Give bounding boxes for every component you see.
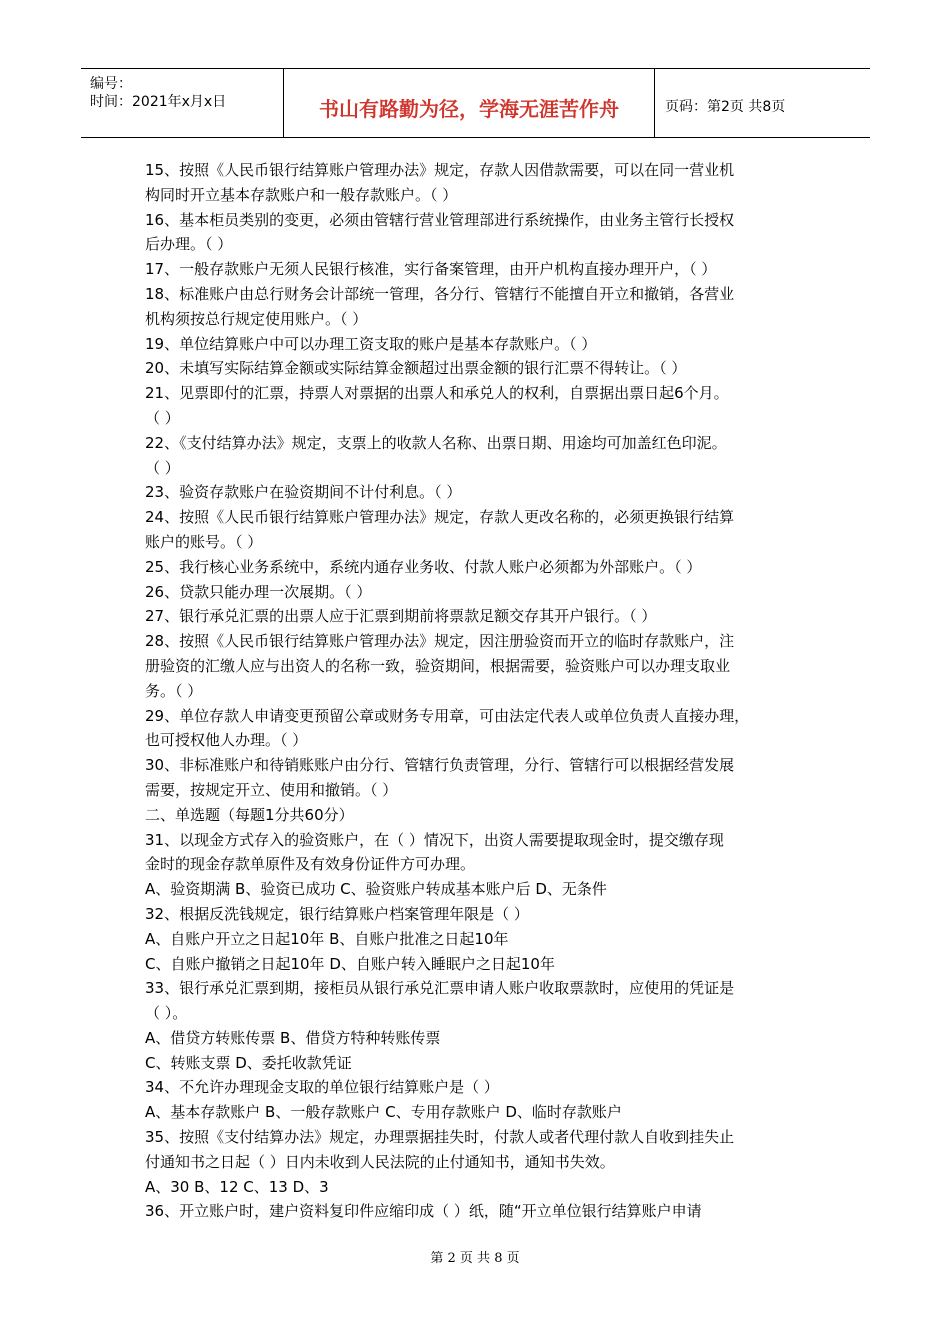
text-line: 35、按照《支付结算办法》规定，办理票据挂失时，付款人或者代理付款人自收到挂失止 [145,1128,735,1147]
page-header [81,68,870,138]
text-line: 28、按照《人民币银行结算账户管理办法》规定，因注册验资而开立的临时存款账户，注 [145,632,735,651]
text-line: （ ） [145,458,180,477]
text-line: 33、银行承兑汇票到期，接柜员从银行承兑汇票申请人账户收取票款时，应使用的凭证是 [145,979,735,998]
text-line: 付通知书之日起（ ）日内未收到人民法院的止付通知书，通知书失效。 [145,1152,615,1171]
text-line: 23、验资存款账户在验资期间不计付利息。（ ） [145,483,462,502]
text-line: 21、见票即付的汇票，持票人对票据的出票人和承兑人的权利，自票据出票日起6个月。 [145,384,729,403]
text-line: 32、根据反洗钱规定，银行结算账户档案管理年限是（ ） [145,904,529,923]
header-motto: 书山有路勤为径，学海无涯苦作舟 [319,97,619,121]
text-line: 务。（ ） [145,681,203,700]
page-footer: 第 2 页 共 8 页 [430,1251,520,1266]
text-line: 后办理。（ ） [145,235,233,254]
text-line: 30、非标准账户和待销账账户由分行、管辖行负责管理，分行、管辖行可以根据经营发展 [145,756,735,775]
text-line: 也可授权他人办理。（ ） [145,731,308,750]
code-label: 编号： [90,76,132,92]
time-label: 时间：2021年x月x日 [90,94,227,110]
text-line: 36、开立账户时，建户资料复印件应缩印成（ ）纸，随“开立单位银行结算账户申请 [145,1202,702,1221]
text-line: 金时的现金存款单原件及有效身份证件方可办理。 [145,855,476,874]
text-line: 26、贷款只能办理一次展期。（ ） [145,582,372,601]
answer-options: C、转账支票 D、委托收款凭证 [145,1053,352,1072]
text-line: 20、未填写实际结算金额或实际结算金额超过出票金额的银行汇票不得转让。（ ） [145,359,687,378]
answer-options: A、基本存款账户 B、一般存款账户 C、专用存款账户 D、临时存款账户 [145,1103,622,1122]
text-line: 27、银行承兑汇票的出票人应于汇票到期前将票款足额交存其开户银行。（ ） [145,607,657,626]
text-line: 16、基本柜员类别的变更，必须由管辖行营业管理部进行系统操作，由业务主管行长授权 [145,210,735,229]
text-line: 24、按照《人民币银行结算账户管理办法》规定，存款人更改名称的，必须更换银行结算 [145,508,735,527]
text-line: 19、单位结算账户中可以办理工资支取的账户是基本存款账户。（ ） [145,334,597,353]
text-line: （ ）。 [145,1004,188,1023]
header-right-cell [655,69,870,137]
text-line: 构同时开立基本存款账户和一般存款账户。（ ） [145,185,458,204]
text-line: 需要，按规定开立、使用和撤销。（ ） [145,780,398,799]
text-line: （ ） [145,408,180,427]
section-heading: 二、单选题（每题1分共60分） [145,805,354,824]
text-line: 29、单位存款人申请变更预留公章或财务专用章，可由法定代表人或单位负责人直接办理， [145,706,750,725]
text-line: 机构须按总行规定使用账户。（ ） [145,309,368,328]
header-left-cell [81,69,284,137]
text-line: 25、我行核心业务系统中，系统内通存业务收、付款人账户必须都为外部账户。（ ） [145,557,702,576]
answer-options: C、自账户撤销之日起10年 D、自账户转入睡眠户之日起10年 [145,954,555,973]
text-line: 账户的账号。（ ） [145,532,263,551]
answer-options: A、借贷方转账传票 B、借贷方特种转账传票 [145,1028,441,1047]
text-line: 15、按照《人民币银行结算账户管理办法》规定，存款人因借款需要，可以在同一营业机 [145,161,735,179]
page-info: 页码：第2页 共8页 [665,99,786,115]
answer-options: A、30 B、12 C、13 D、3 [145,1177,329,1196]
answer-options: A、自账户开立之日起10年 B、自账户批准之日起10年 [145,929,509,948]
text-line: 31、以现金方式存入的验资账户，在（ ）情况下，出资人需要提取现金时，提交缴存现 [145,830,724,849]
text-line: 册验资的汇缴人应与出资人的名称一致，验资期间，根据需要，验资账户可以办理支取业 [145,656,731,675]
text-line: 22、《支付结算办法》规定，支票上的收款人名称、出票日期、用途均可加盖红色印泥。 [145,433,727,452]
header-middle-cell [284,69,655,137]
text-line: 17、一般存款账户无须人民银行核准，实行备案管理，由开户机构直接办理开户，（ ） [145,260,717,279]
answer-options: A、验资期满 B、验资已成功 C、验资账户转成基本账户后 D、无条件 [145,880,607,899]
text-line: 34、不允许办理现金支取的单位银行结算账户是（ ） [145,1078,499,1097]
text-line: 18、标准账户由总行财务会计部统一管理，各分行、管辖行不能擅自开立和撤销，各营业 [145,284,735,303]
document-body [145,158,825,1224]
